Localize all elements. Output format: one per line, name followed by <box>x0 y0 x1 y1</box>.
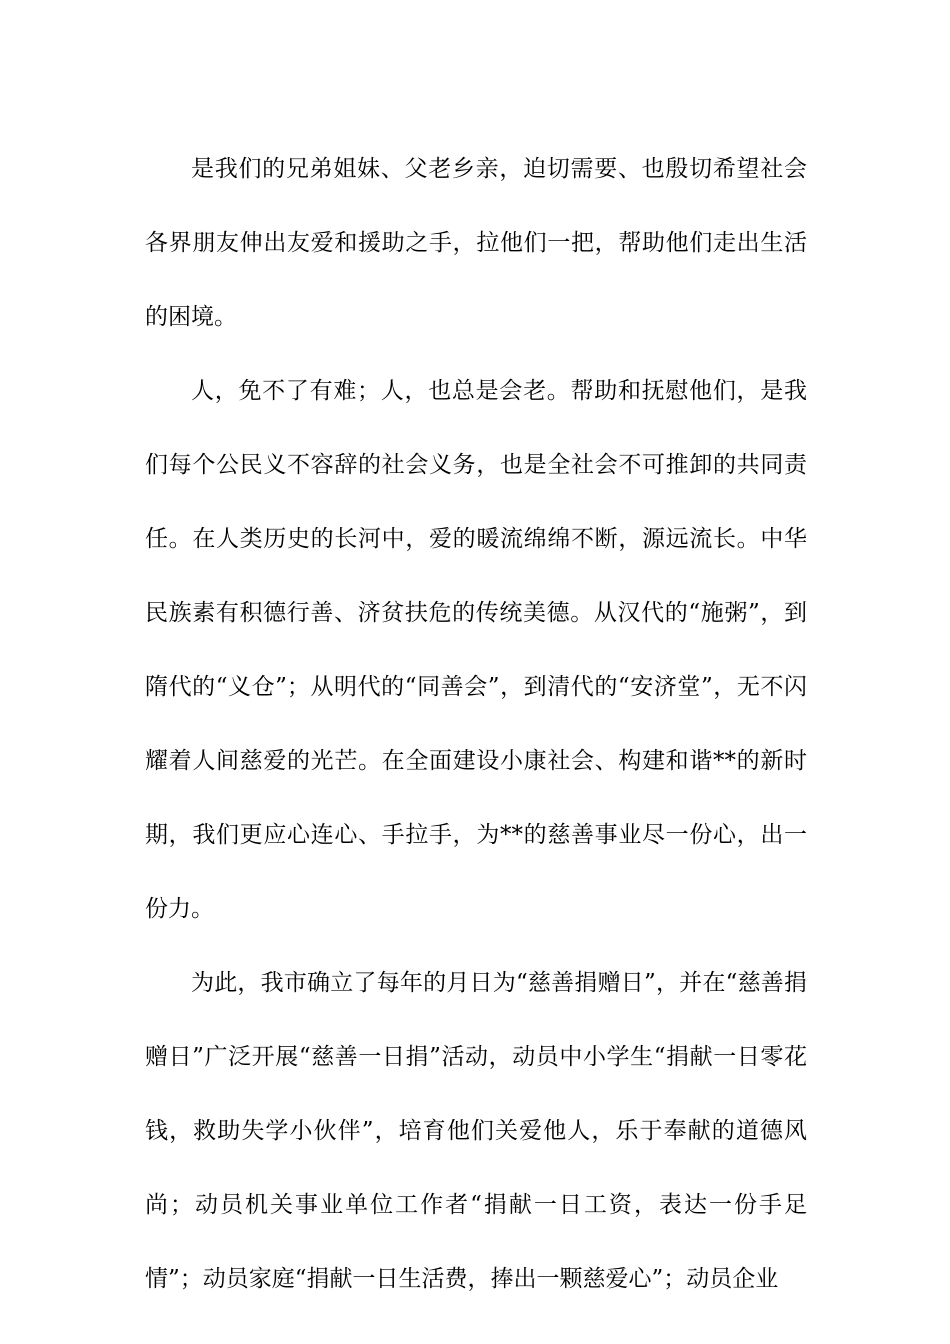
paragraph-2: 人，免不了有难；人，也总是会老。帮助和抚慰他们，是我们每个公民义不容辞的社会义务，也是全社会不可推卸的共同责任。在人类历史的长河中，爱的暖流绵绵不断，源远流长。中华民族素有积德行善、济贫扶危的传统美德。从汉代的“施粥”，到隋代的“义仓”；从明代的“同善会”，到清代的“安济堂”，无不闪耀着人间慈爱的光芒。在全面建设小康社会、构建和谐**的新时期，我们更应心连心、手拉手，为**的慈善事业尽一份心，出一份力。 <box>145 378 807 922</box>
paragraph-1: 是我们的兄弟姐妹、父老乡亲，迫切需要、也殷切希望社会各界朋友伸出友爱和援助之手，拉他们一把，帮助他们走出生活的困境。 <box>145 156 807 330</box>
document-body <box>145 132 807 1316</box>
paragraph-3: 为此，我市确立了每年的月日为“慈善捐赠日”，并在“慈善捐赠日”广泛开展“慈善一日捐”活动，动员中小学生“捐献一日零花钱，救助失学小伙伴”，培育他们关爱他人，乐于奉献的道德风尚；动员机关事业单位工作者“捐献一日工资，表达一份手足情”；动员家庭“捐献一日生活费，捧出一颗慈爱心”；动员企业 <box>145 970 807 1292</box>
